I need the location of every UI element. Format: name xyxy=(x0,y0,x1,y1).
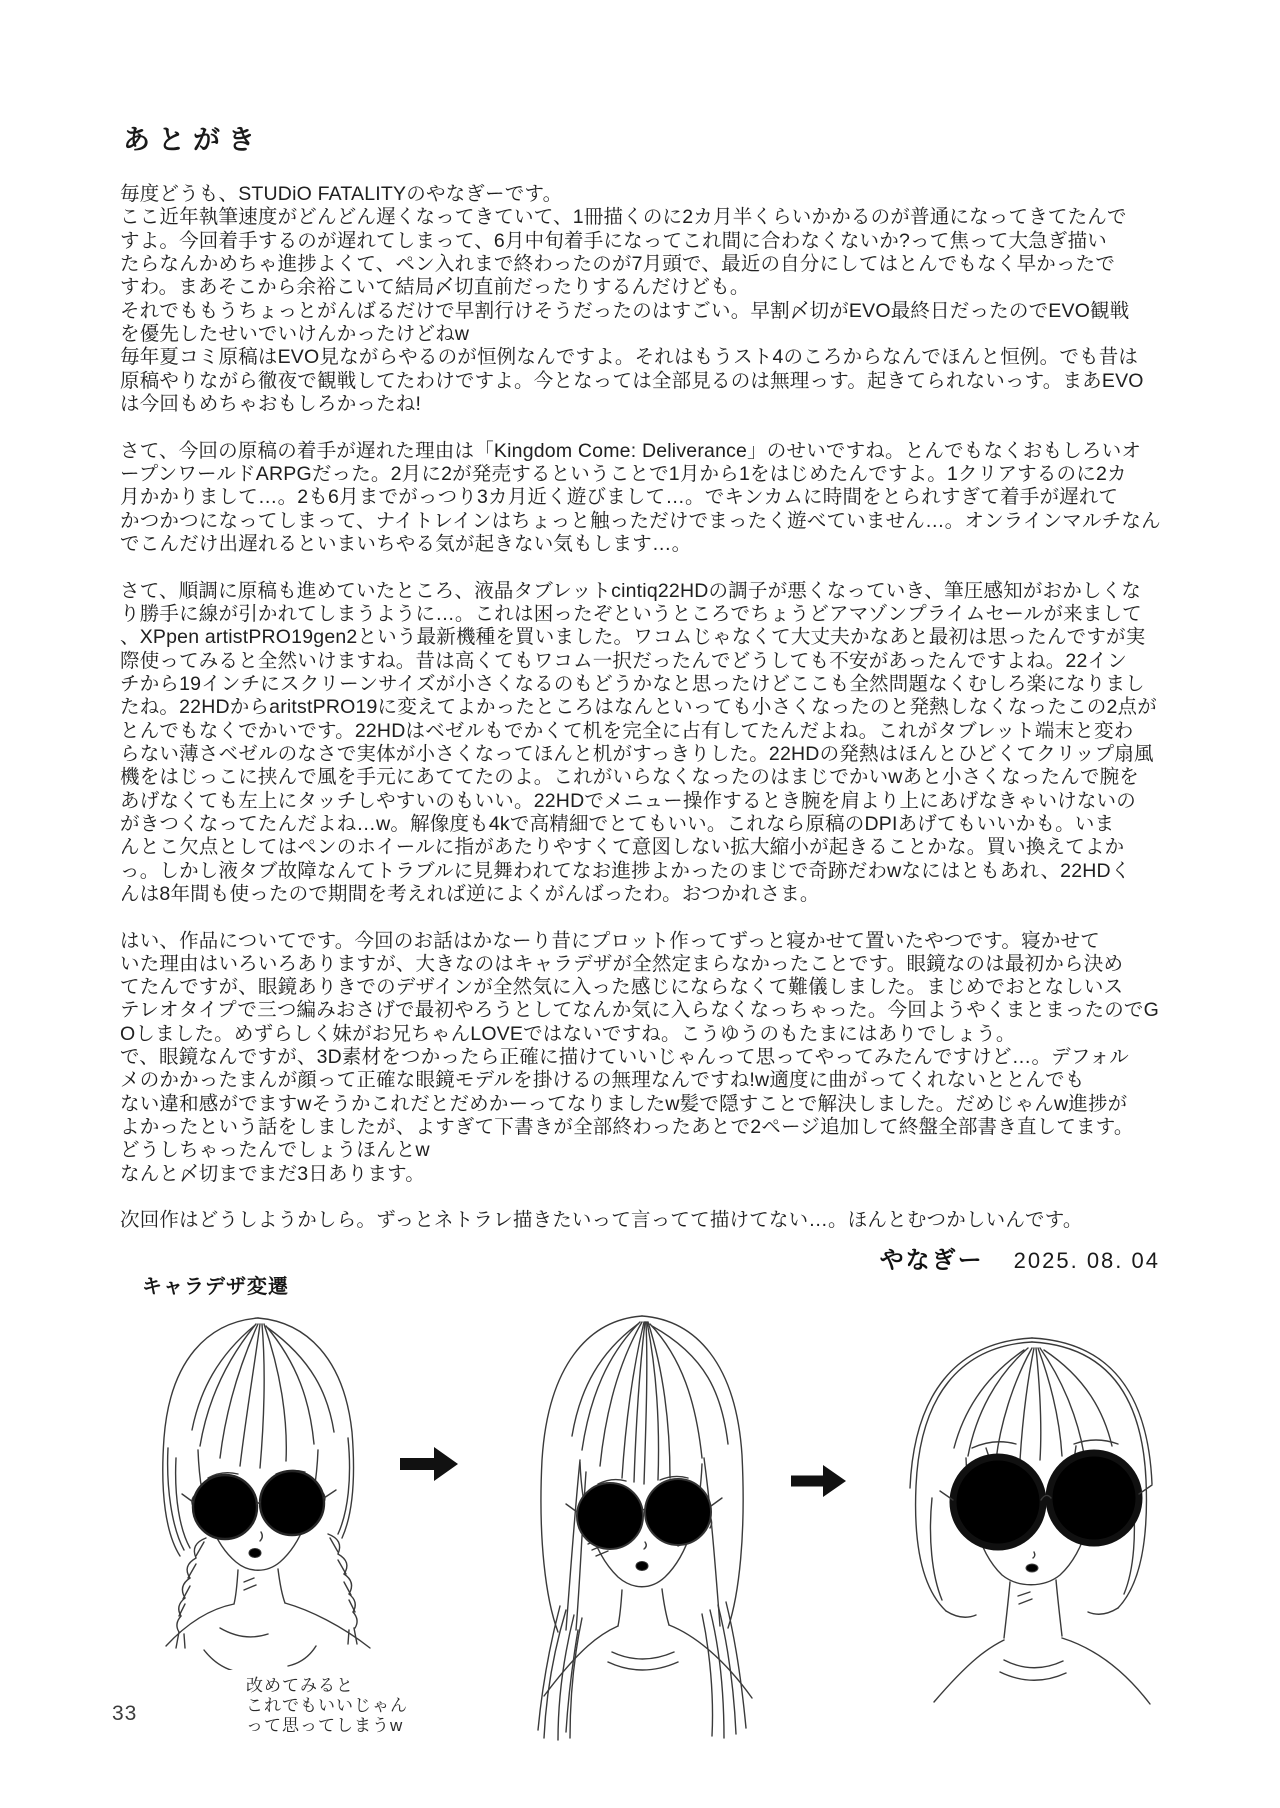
glasses xyxy=(182,1471,336,1539)
sketch-note xyxy=(246,1676,408,1736)
text-line: んとこ欠点としてはペンのホイールに指があたりやすくて意図しない拡大縮小が起きることかな。買い換えてよか xyxy=(120,836,1125,859)
text-line: ない違和感がでますwそうかこれだとだめかーってなりましたw髪で隠すことで解決しました。だめじゃんw進捗が xyxy=(120,1092,1128,1115)
text-line: 原稿やりながら徹夜で観戦してたわけですよ。今となっては全部見るのは無理っす。起きてられないっす。まあEVO xyxy=(120,369,1144,392)
signature xyxy=(880,1240,1160,1275)
text-line: なんと〆切までまだ3日あります。 xyxy=(120,1162,425,1185)
braids xyxy=(176,1534,357,1648)
text-line: たらなんかめちゃ進捗よくて、ペン入れまで終わったのが7月頭で、最近の自分にしてはとんでもなく早かったで xyxy=(120,252,1116,275)
text-line: メのかかったまんが顔って正確な眼鏡モデルを掛けるの無理なんですね!w適度に曲がってくれないととんでも xyxy=(120,1069,1085,1092)
text-line: 毎年夏コミ原稿はEVO見ながらやるのが恒例なんですよ。それはもうスト4のころからなんでほんと恒例。でも昔は xyxy=(120,346,1139,369)
character-sketch-design-2 xyxy=(496,1300,788,1750)
glasses xyxy=(940,1453,1152,1547)
text-line: かつかつになってしまって、ナイトレインはちょっと触っただけでまったく遊べていません…。オンラインマルチなん xyxy=(120,509,1161,532)
text-line: り勝手に線が引かれてしまうように…。これは困ったぞというところでちょうどアマゾンプライムセールが来まして xyxy=(120,602,1142,625)
text-line: すわ。まあそこから余裕こいて結局〆切直前だったりするんだけども。 xyxy=(120,276,750,299)
text-line: それでももうちょっとがんばるだけで早割行けそうだったのはすごい。早割〆切がEVO最終日だったのでEVO観戦 xyxy=(120,299,1130,322)
text-line: で、眼鏡なんですが、3D素材をつかったら正確に描けていいじゃんって思ってやってみたんですけど…。デフォル xyxy=(120,1046,1129,1069)
hair xyxy=(541,1316,743,1632)
text-line: 改めてみると xyxy=(246,1676,354,1695)
text-line: がきつくなってたんだよね…w。解像度も4kで高精細でとてもいい。これなら原稿のDPIあげてもいいかも。いま xyxy=(120,812,1115,835)
text-line: でこんだけ出遅れるといまいちやる気が起きない気もします…。 xyxy=(120,532,692,555)
twintails xyxy=(538,1602,746,1740)
text-line: これでもいいじゃん xyxy=(246,1696,408,1715)
author-name: やなぎー xyxy=(879,1247,984,1274)
hair xyxy=(163,1318,354,1556)
text-line: テレオタイプで三つ編みおさげで最初やろうとしてなんか気に入らなくなっちゃった。今回ようやくまとまったのでG xyxy=(120,999,1159,1022)
text-line: たね。22HDからaritstPRO19に変えてよかったところはなんといっても小さくなったのと発熱しなくなったこの2点が xyxy=(120,696,1157,719)
sketch-section-label: キャラデザ変遷 xyxy=(142,1276,289,1298)
text-line: てたんですが、眼鏡ありきでのデザインが全然気に入った感じにならなくて難儀しました。まじめでおとなしいス xyxy=(120,976,1124,999)
text-line: すよ。今回着手するのが遅れてしまって、6月中旬着手になってこれ間に合わなくないか?って焦って大急ぎ描い xyxy=(120,229,1108,252)
text-line: とんでもなくでかいです。22HDはベゼルもでかくて机を完全に占有してたんだよね。これがタブレット端末と変わ xyxy=(120,719,1134,742)
text-line: んは8年間も使ったので期間を考えれば逆によくがんばったわ。おつかれさま。 xyxy=(120,882,820,905)
text-line: 毎度どうも、STUDiO FATALITYのやなぎーです。 xyxy=(120,183,563,205)
text-line: ここ近年執筆速度がどんどん遅くなってきていて、1冊描くのに2カ月半くらいかかるのが普通になってきてたんで xyxy=(120,206,1127,229)
text-line: よかったという話をしましたが、よすぎて下書きが全部終わったあとで2ページ追加して終盤全部書き直してます。 xyxy=(120,1116,1134,1139)
character-sketch-design-1 xyxy=(108,1298,408,1670)
text-line: さて、順調に原稿も進めていたところ、液晶タブレットcintiq22HDの調子が悪くなっていき、筆圧感知がおかしくな xyxy=(120,579,1142,602)
text-line: あげなくても左上にタッチしやすいのもいい。22HDでメニュー操作するとき腕を肩より上にあげなきゃいけないの xyxy=(120,789,1136,812)
neck-shoulders xyxy=(934,1580,1150,1704)
page-title: あとがき xyxy=(123,125,263,155)
text-line: ープンワールドARPGだった。2月に2が発売するということで1月から1をはじめたんですよ。1クリアするのに2カ xyxy=(120,462,1127,485)
text-line: って思ってしまうw xyxy=(246,1716,404,1735)
text-line: さて、今回の原稿の着手が遅れた理由は「Kingdom Come: Deliverance」のせいですね。とんでもなくおもしろいオ xyxy=(120,439,1142,462)
text-line: どうしちゃったんでしょうほんとw xyxy=(120,1139,430,1162)
text-line: いた理由はいろいろありますが、大きなのはキャラデザが全然定まらなかったことです。眼鏡なのは最初から決め xyxy=(120,952,1124,975)
text-line: 際使ってみると全然いけますね。昔は高くてもワコム一択だったんでどうしても不安があったんですよね。22イン xyxy=(120,649,1127,672)
text-line: はい、作品についてです。今回のお話はかなーり昔にプロット作ってずっと寝かせて置いたやつです。寝かせて xyxy=(120,929,1100,952)
text-line xyxy=(120,556,1172,579)
text-line xyxy=(120,906,1172,929)
text-line: っ。しかし液タブ故障なんてトラブルに見舞われてなお進捗よかったのまじで奇跡だわwなにはともあれ、22HDく xyxy=(120,859,1131,882)
text-line: 月かかりまして…。2も6月までがっつり3カ月近く遊びまして…。でキンカムに時間をとられすぎて着手が遅れて xyxy=(120,486,1119,509)
text-line: を優先したせいでいけんかったけどねw xyxy=(120,322,470,345)
page-number: 33 xyxy=(112,1702,138,1725)
text-line xyxy=(120,416,1172,439)
text-line: Oしました。めずらしく妹がお兄ちゃんLOVEではないですね。こうゆうのもたまにはありでしょう。 xyxy=(120,1022,1016,1045)
text-line: 機をはじっこに挟んで風を手元にあててたのよ。これがいらなくなったのはまじでかいwあと小さくなったんで腕を xyxy=(120,766,1139,789)
character-sketch-design-3 xyxy=(836,1328,1218,1748)
signature-date: 2025. 08. 04 xyxy=(1013,1248,1160,1273)
afterword-body-text xyxy=(120,183,1172,1233)
text-line: らない薄さベゼルのなさで実体が小さくなってほんと机がすっきりした。22HDの発熱はほんとひどくてクリップ扇風 xyxy=(120,742,1154,765)
arrow-right-icon xyxy=(396,1444,460,1489)
text-line: チから19インチにスクリーンサイズが小さくなるのもどうかなと思ったけどここも全然問題なくむしろ楽になりまし xyxy=(120,672,1145,695)
neck-shoulders xyxy=(166,1569,370,1670)
text-line: は今回もめちゃおもしろかったね! xyxy=(120,392,422,415)
text-line xyxy=(120,1186,1172,1209)
text-line: 次回作はどうしようかしら。ずっとネトラレ描きたいって言ってて描けてない…。ほんとむつかしいんです。 xyxy=(120,1209,1083,1232)
glasses xyxy=(566,1479,722,1549)
text-line: 、XPpen artistPRO19gen2という最新機種を買いました。ワコムじゃなくて大丈夫かなあと最初は思ったんですが実 xyxy=(120,626,1146,649)
